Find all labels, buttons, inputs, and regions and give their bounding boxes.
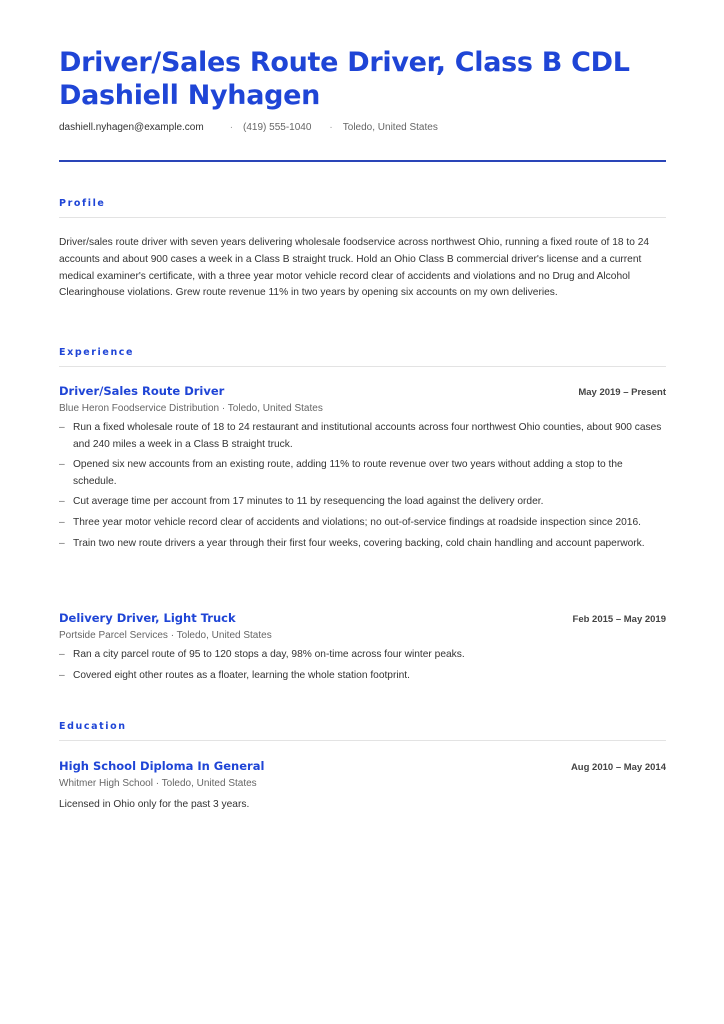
education-entry <box>59 759 666 814</box>
page-title <box>59 46 666 112</box>
contact-separator: · <box>329 122 333 133</box>
section-heading-profile: Profile <box>59 198 106 209</box>
profile-section-header <box>59 198 666 218</box>
list-item: – Covered eight other routes as a floater, learning the whole station footprint. <box>59 668 666 685</box>
section-heading-education: Education <box>59 721 127 732</box>
section-heading-experience: Experience <box>59 347 135 358</box>
job-dates: Feb 2015 – May 2019 <box>572 614 666 625</box>
contact-line <box>59 122 438 133</box>
section-divider <box>59 740 666 741</box>
header-divider <box>59 160 666 162</box>
job-bullets <box>59 647 666 684</box>
contact-separator: · <box>229 122 234 133</box>
list-item: – Train two new route drivers a year through their first four weeks, covering backing, cold chain handling and account paperwork. <box>59 536 666 553</box>
list-item: – Opened six new accounts from an existing route, adding 11% to route revenue over two years without adding a stop to the schedule. <box>59 457 666 490</box>
job-employer: Blue Heron Foodservice Distribution · Toledo, United States <box>59 403 323 414</box>
contact-phone[interactable]: (419) 555-1040 <box>243 122 312 133</box>
contact-location: Toledo, United States <box>342 122 438 133</box>
school-name: Whitmer High School · Toledo, United States <box>59 778 257 789</box>
list-item: – Three year motor vehicle record clear of accidents and violations; no out-of-service findings at roadside inspection since 2016. <box>59 515 666 532</box>
resume-job-title: Driver/Sales Route Driver, Class B CDL <box>59 47 630 78</box>
education-note: Licensed in Ohio only for the past 3 years. <box>59 799 250 810</box>
job-title: Driver/Sales Route Driver <box>59 384 225 398</box>
experience-entry <box>59 611 666 688</box>
job-employer: Portside Parcel Services · Toledo, United States <box>59 630 272 641</box>
job-bullets <box>59 420 666 552</box>
list-item: – Ran a city parcel route of 95 to 120 stops a day, 98% on-time across four winter peaks. <box>59 647 666 664</box>
education-header <box>59 759 666 773</box>
education-dates: Aug 2010 – May 2014 <box>570 762 666 773</box>
job-header <box>59 611 666 625</box>
list-item: – Run a fixed wholesale route of 18 to 24 restaurant and institutional accounts across four northwest Ohio counties, about 900 cases and 240 miles a week in a Class B straight truck. <box>59 420 666 453</box>
profile-summary: Driver/sales route driver with seven years delivering wholesale foodservice across northwest Ohio, running a fixed route of 18 to 24 accounts and about 900 cases a week in a Class B straight truck. Hold an Ohio Class B commercial driver's license and a current medical examiner's certificate, with a three year motor vehicle record clear of accidents and violations and no Drug and Alcohol Clearinghouse violations. Grew route revenue 11% in two years by opening six accounts on my own deliveries. <box>59 237 650 299</box>
section-divider <box>59 217 666 218</box>
candidate-name: Dashiell Nyhagen <box>59 80 321 111</box>
contact-email[interactable]: dashiell.nyhagen@example.com <box>59 122 204 133</box>
degree-title: High School Diploma In General <box>59 759 265 773</box>
job-title: Delivery Driver, Light Truck <box>59 611 236 625</box>
section-divider <box>59 366 666 367</box>
job-dates: May 2019 – Present <box>578 387 666 398</box>
education-section-header <box>59 721 666 741</box>
job-header <box>59 384 666 398</box>
experience-entry <box>59 384 666 556</box>
experience-section-header <box>59 347 666 367</box>
list-item: – Cut average time per account from 17 minutes to 11 by resequencing the load against the delivery order. <box>59 494 666 511</box>
